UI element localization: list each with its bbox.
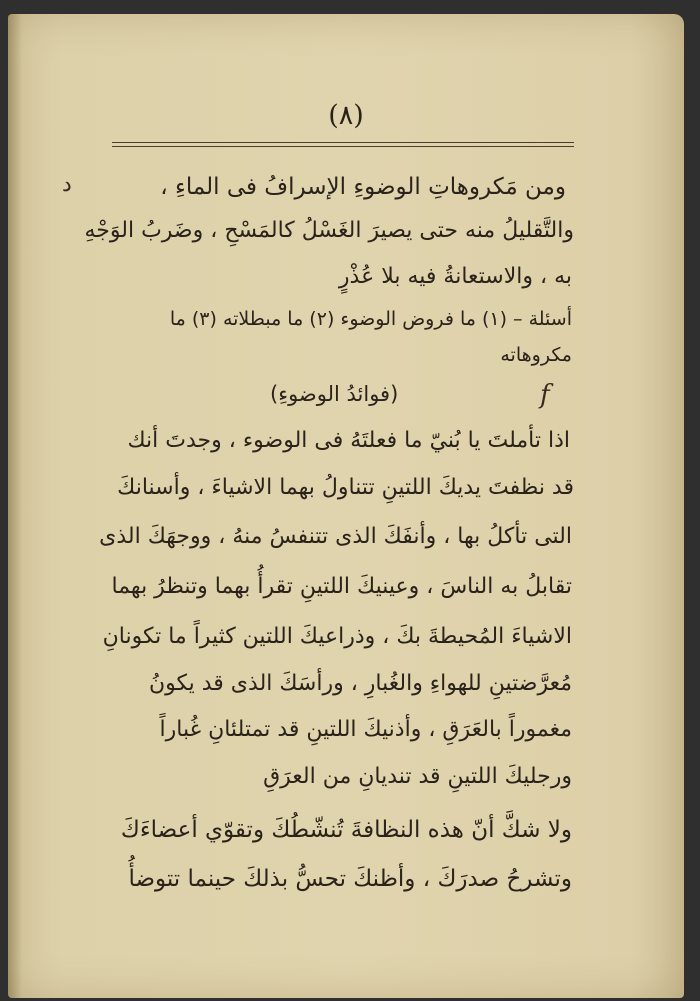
section-heading: (فوائدُ الوضوءِ) <box>270 382 399 406</box>
margin-note-middle: f <box>540 380 550 410</box>
paragraph-line: اذا تأملتَ يا بُنيّ ما فعلتَهُ فى الوضوء ، وجدتَ أنك <box>127 428 570 453</box>
paragraph-line: وتشرحُ صدرَكَ ، وأظنكَ تحسُّ بذلكَ حينما تتوضأُ <box>128 866 572 892</box>
margin-note-top: د <box>62 172 72 197</box>
paragraph-line: ولا شكَّ أنّ هذه النظافةَ تُنشّطُكَ وتقوّي أعضاءَكَ <box>120 817 572 843</box>
page-number: (٨) <box>328 100 364 131</box>
text-line: به ، والاستعانةُ فيه بلا عُذْرٍ <box>338 264 572 289</box>
header-rule <box>112 142 574 143</box>
paragraph-line: مغموراً بالعَرَقِ ، وأذنيكَ اللتينِ قد تمتلئانِ غُباراً <box>159 717 572 742</box>
paragraph-line: التى تأكلُ بها ، وأنفَكَ الذى تتنفسُ منهُ ، ووجهَكَ الذى <box>99 524 572 549</box>
paragraph-line: تقابلُ به الناسَ ، وعينيكَ اللتينِ تقرأُ بهما وتنظرُ بهما <box>111 574 572 599</box>
questions-line: مكروهاته <box>500 344 572 366</box>
text-line: ومن مَكروهاتِ الوضوءِ الإسرافُ فى الماءِ ، <box>160 174 566 200</box>
text-line: والتَّقليلُ منه حتى يصيرَ الغَسْلُ كالمَسْحِ ، وضَربُ الوَجْهِ <box>84 218 574 243</box>
book-page <box>8 14 684 998</box>
questions-line: أسئلة – (١) ما فروض الوضوء (٢) ما مبطلاته (٣) ما <box>169 308 572 330</box>
paragraph-line: قد نظفتَ يديكَ اللتينِ تتناولُ بهما الاشياءَ ، وأسنانكَ <box>117 475 574 500</box>
paragraph-line: الاشياءَ المُحيطةَ بكَ ، وذراعيكَ اللتين كثيراً ما تكونانِ <box>102 624 572 649</box>
paragraph-line: مُعرَّضتينِ للهواءِ والغُبارِ ، ورأسَكَ الذى قد يكونُ <box>148 671 572 696</box>
paragraph-line: ورجليكَ اللتينِ قد تنديانِ من العرَقِ <box>263 764 572 789</box>
